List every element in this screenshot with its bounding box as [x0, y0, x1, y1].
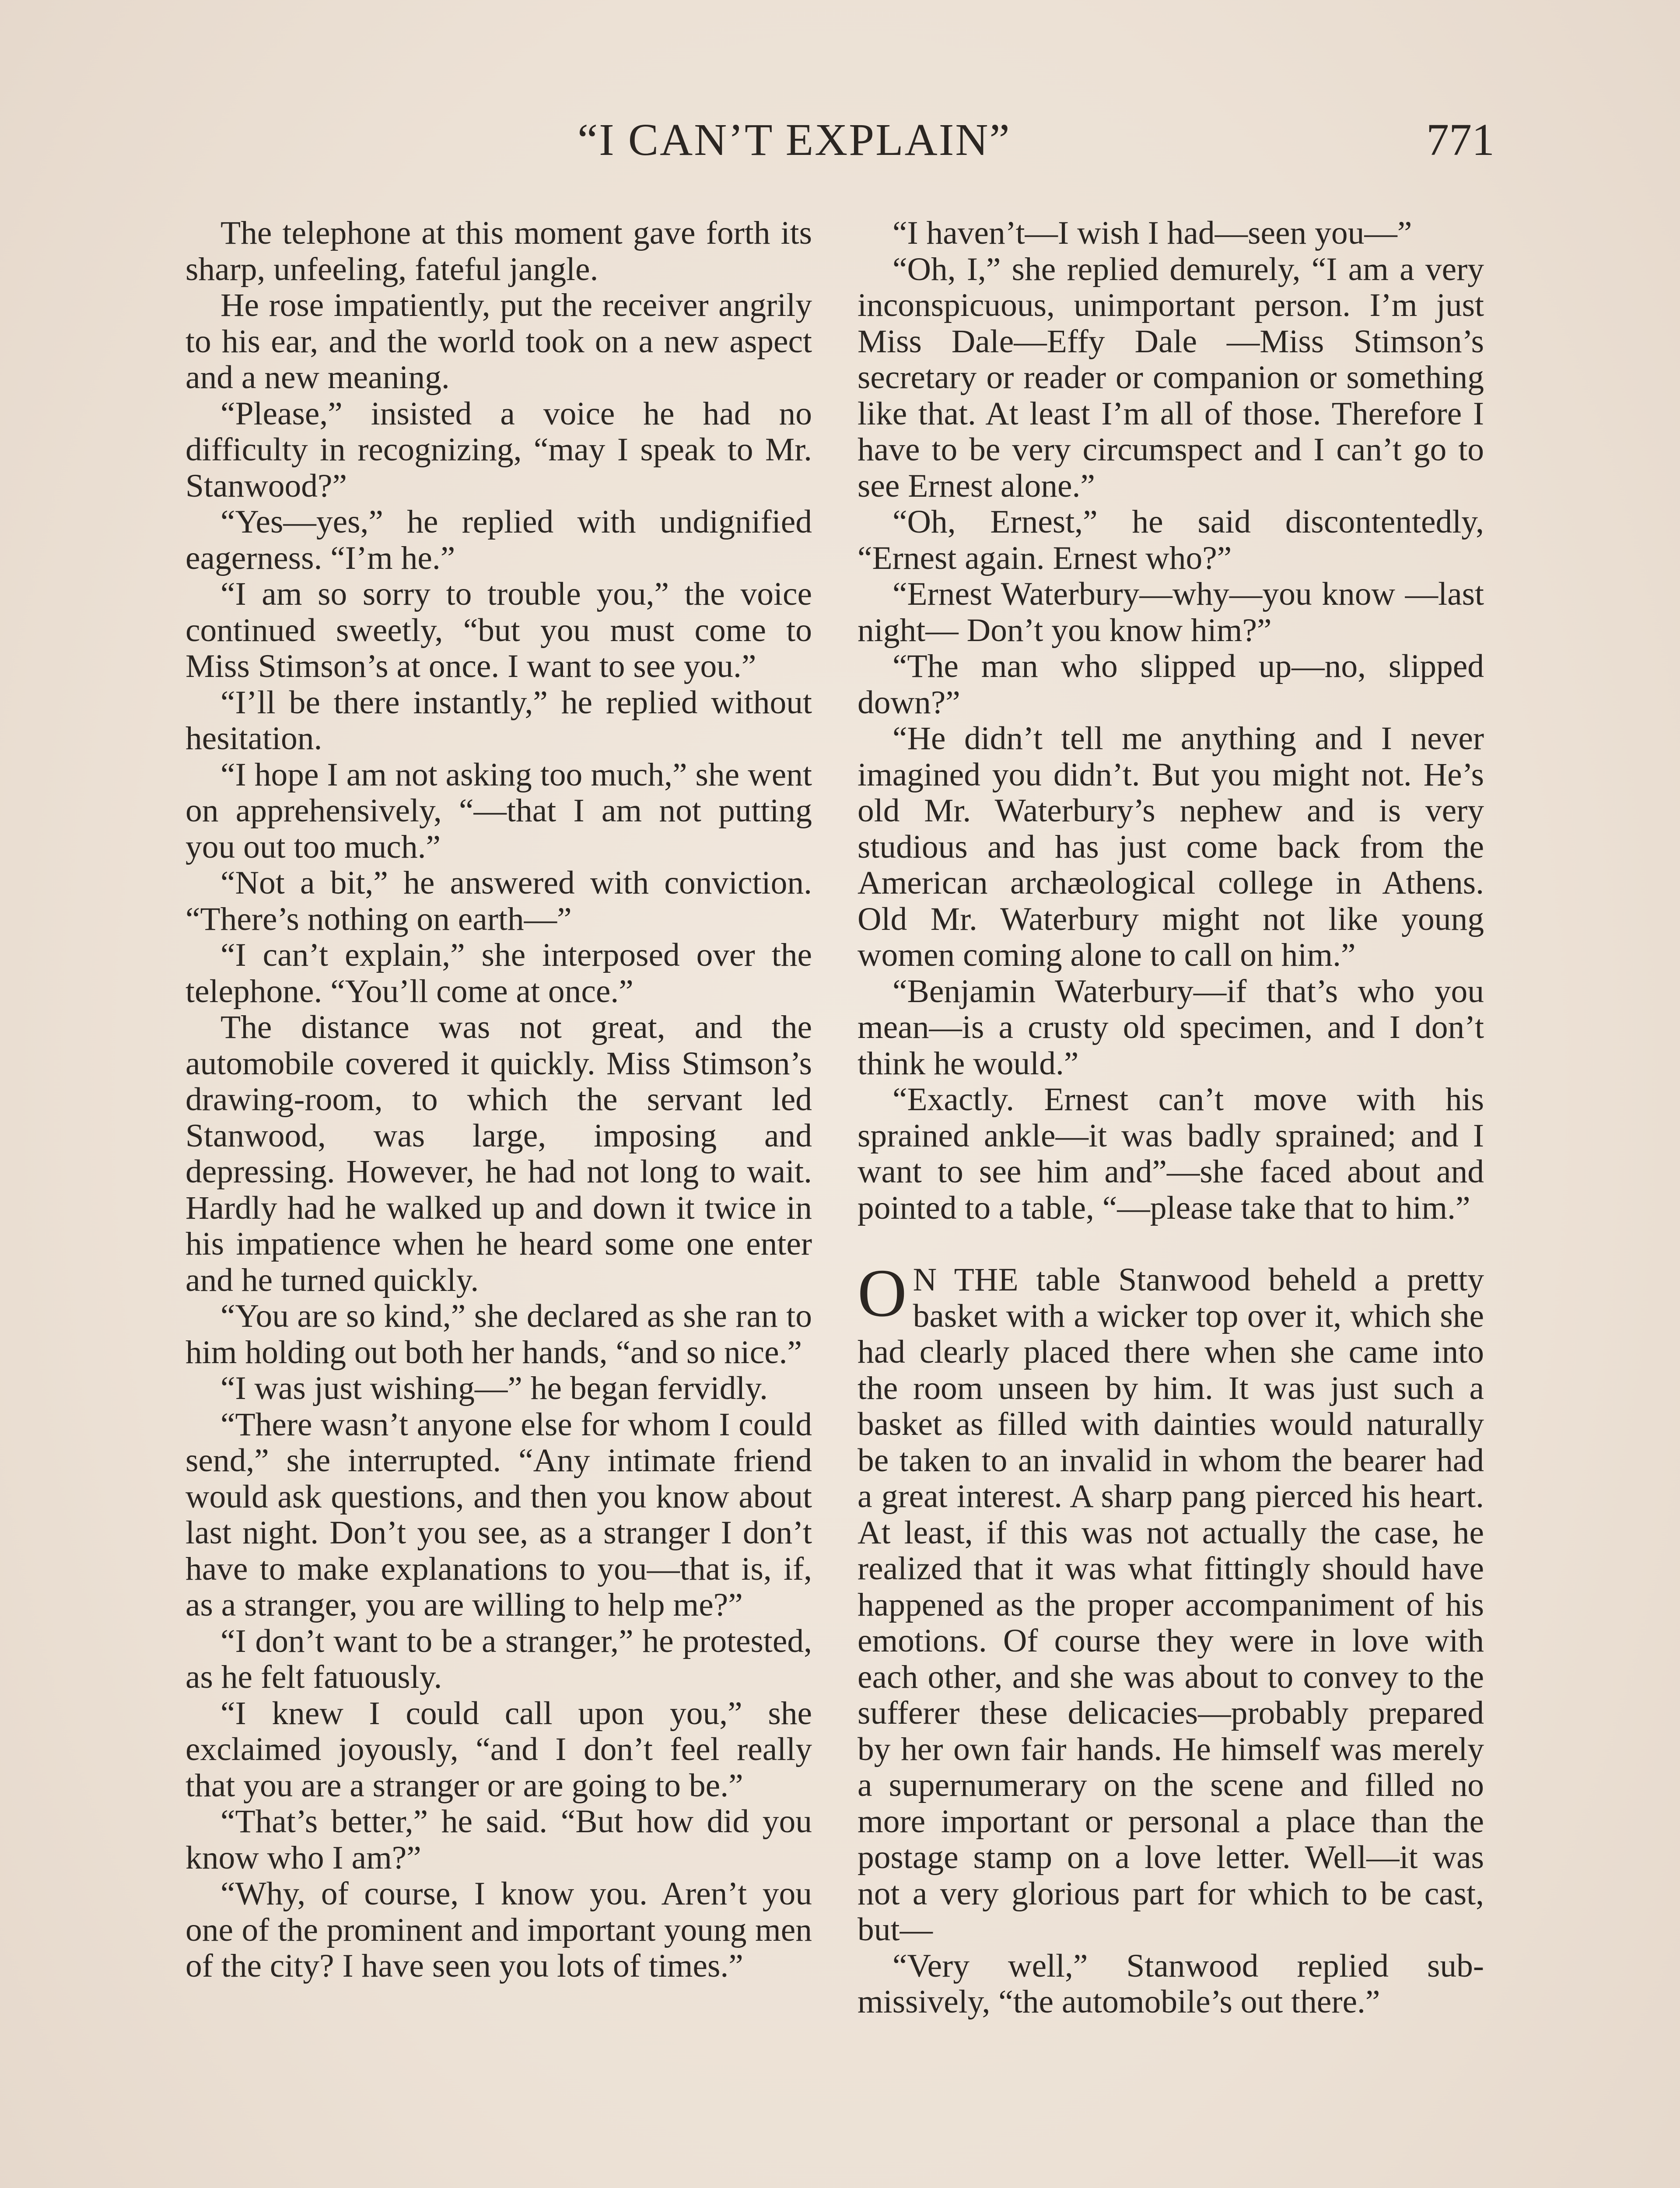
paragraph: “I am so sorry to trouble you,” the voice continued sweetly, “but you must come to Miss Stimson’s at once. I want to see you.” [186, 576, 812, 684]
paragraph: The distance was not great, and the automobile covered it quickly. Miss Stimson’s drawing-room, to which the servant led Stanwood, was large, imposing and depressing. However, he had not long to wait. Hardly had he walked up and down it twice in his impatience when he heard some one enter and he turned quickly. [186, 1009, 812, 1298]
paragraph: “There wasn’t anyone else for whom I could send,” she interrupted. “Any intimate friend would ask questions, and then you know about last night. Don’t you see, as a stranger I don’t have to make explanations to you—that is, if, as a stranger, you are willing to help me?” [186, 1406, 812, 1623]
paragraph: “I knew I could call upon you,” she exclaimed joyously, “and I don’t feel really that you are a stranger or are going to be.” [186, 1695, 812, 1804]
paragraph: “Not a bit,” he answered with conviction. “There’s nothing on earth—” [186, 865, 812, 937]
paragraph: “I can’t explain,” she interposed over the telephone. “You’ll come at once.” [186, 937, 812, 1010]
paragraph: “He didn’t tell me anything and I never imagined you didn’t. But you might not. He’s old Mr. Waterbury’s nephew and is very studious and has just come back from the American archæological college in Athens. Old Mr. Waterbury might not like young women coming alone to call on him.” [858, 720, 1484, 973]
paragraph: “Why, of course, I know you. Aren’t you one of the prominent and important young men of the city? I have seen you lots of times.” [186, 1876, 812, 1984]
paragraph: “The man who slipped up—no, slipped down?” [858, 648, 1484, 721]
paragraph: “Oh, I,” she replied demurely, “I am a very inconspicuous, unimportant person. I’m just Miss Dale—Effy Dale —Miss Stimson’s secretary or reader or companion or something like that. At least I’m all of those. Therefore I have to be very circumspect and I can’t go to see Ernest alone.” [858, 251, 1484, 504]
paragraph: He rose impatiently, put the receiver angrily to his ear, and the world took on a new aspect and a new meaning. [186, 287, 812, 396]
paragraph: “I’ll be there instantly,” he replied without hesitation. [186, 684, 812, 757]
paragraph: “Ernest Waterbury—why—you know —last night— Don’t you know him?” [858, 576, 1484, 649]
section-opening-text: N THE table Stanwood beheld a pretty basket with a wicker top over it, which she had clearly placed there when she came into the room unseen by him. It was just such a basket as filled with dainties would naturally be taken to an invalid in whom the bearer had a great interest. A sharp pang pierced his heart. At least, if this was not actually the case, he realized that it was what fittingly should have happened as the proper accompaniment of his emotions. Of course they were in love with each other, and she was about to convey to the sufferer these delicacies—probably prepared by her own fair hands. He himself was merely a supernumerary on the scene and filled no more important or personal a place than the postage stamp on a love letter. Well—it was not a very glorious part for which to be cast, but— [858, 1262, 1484, 1948]
paragraph: “Benjamin Waterbury—if that’s who you mean—is a crusty old specimen, and I don’t think he would.” [858, 973, 1484, 1082]
paragraph: “Very well,” Stanwood replied submissively, “the automobile’s out there.” [858, 1947, 1484, 2020]
section-opening-paragraph [858, 1255, 1484, 1948]
drop-cap-initial: O [858, 1255, 907, 1331]
paragraph: “Please,” insisted a voice he had no difficulty in recognizing, “may I speak to Mr. Stanwood?” [186, 395, 812, 504]
running-title: “I CAN’T EXPLAIN” [578, 115, 1011, 165]
paragraph: “That’s better,” he said. “But how did you know who I am?” [186, 1803, 812, 1876]
paragraph: “Oh, Ernest,” he said discontentedly, “Ernest again. Ernest who?” [858, 504, 1484, 576]
paragraph: “I was just wishing—” he began fervidly. [220, 1370, 768, 1406]
paragraph: “I don’t want to be a stranger,” he protested, as he felt fatuously. [186, 1623, 812, 1695]
left-text-column [186, 215, 812, 1985]
paragraph: “I haven’t—I wish I had—seen you—” [892, 215, 1412, 251]
paragraph: “I hope I am not asking too much,” she went on apprehensively, “—that I am not putting you out too much.” [186, 756, 812, 865]
paragraph: The telephone at this moment gave forth its sharp, unfeeling, fateful jangle. [186, 215, 812, 288]
paragraph: “Yes—yes,” he replied with undignified eagerness. “I’m he.” [186, 504, 812, 576]
paragraph: “Exactly. Ernest can’t move with his sprained ankle—it was badly sprained; and I want to see him and”—she faced about and pointed to a table, “—please take that to him.” [858, 1081, 1484, 1226]
paragraph: “You are so kind,” she declared as she ran to him holding out both her hands, “and so nice.” [186, 1298, 812, 1371]
page-number: 771 [1426, 115, 1494, 165]
right-text-column [858, 215, 1484, 2020]
